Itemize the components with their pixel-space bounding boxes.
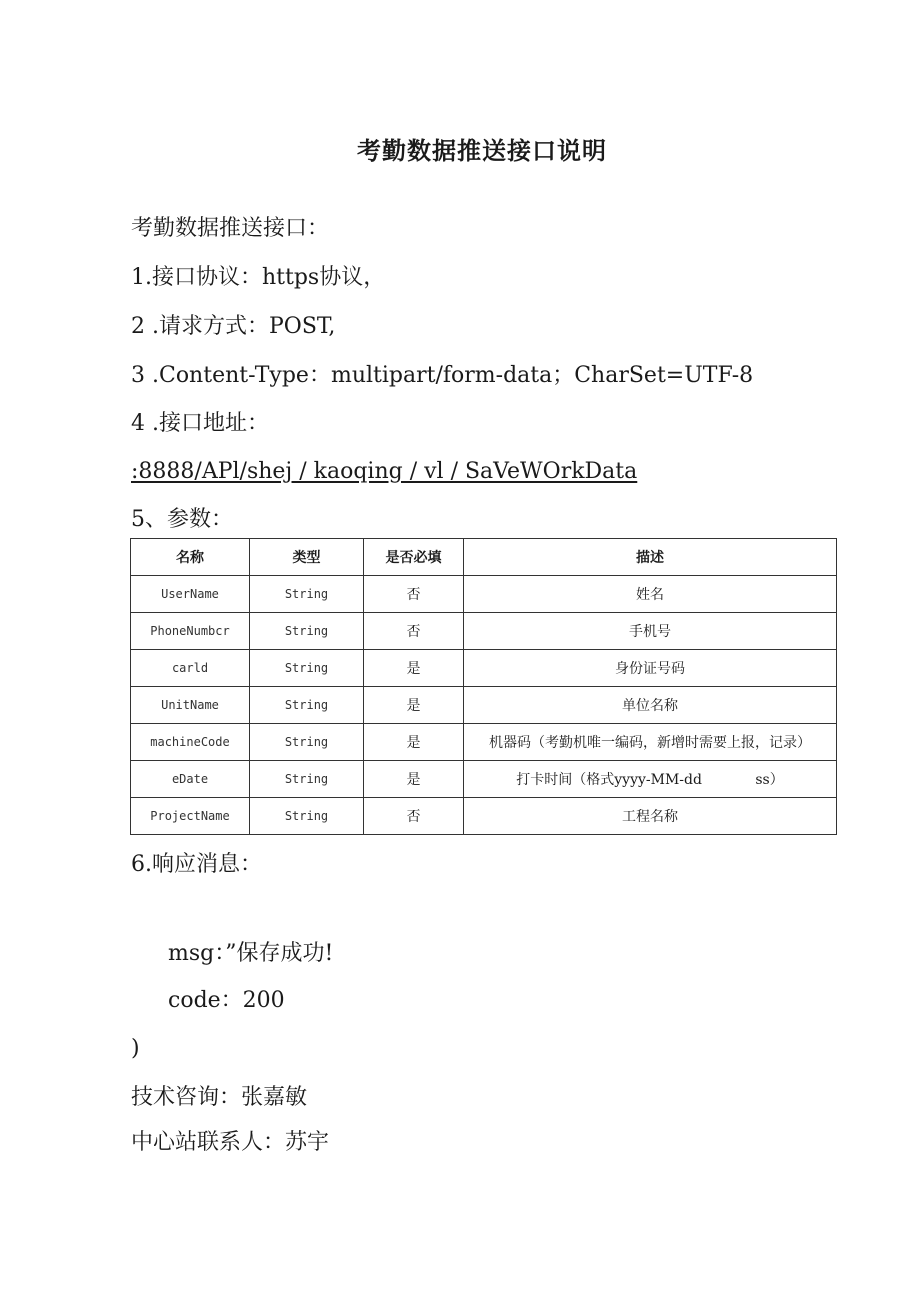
table-row (131, 687, 837, 724)
column-header-name: 名称 (131, 539, 250, 576)
param-required: 是 (364, 687, 464, 724)
column-header-type: 类型 (250, 539, 364, 576)
protocol-line: 1.接口协议：https协议， (131, 265, 386, 290)
table-row (131, 798, 837, 835)
param-required: 是 (364, 650, 464, 687)
technical-consult-line: 技术咨询：张嘉敏 (131, 1085, 308, 1110)
param-name: PhoneNumbcr (131, 613, 250, 650)
table-row (131, 613, 837, 650)
response-msg-line: msg：”保存成功! (168, 941, 334, 966)
param-type: String (250, 687, 364, 724)
param-type: String (250, 724, 364, 761)
contact-person-line: 中心站联系人：苏宇 (131, 1130, 330, 1155)
param-description: 机器码（考勤机唯一编码，新增时需要上报，记录） (464, 724, 837, 761)
param-name: eDate (131, 761, 250, 798)
section-heading: 考勤数据推送接口： (131, 216, 330, 241)
param-required: 否 (364, 576, 464, 613)
table-row (131, 761, 837, 798)
endpoint-url: :8888/APl/shej / kaoqing / vl / SaVeWOrkData (131, 459, 638, 484)
param-name: machineCode (131, 724, 250, 761)
content-type-line: 3 .Content-Type：multipart/form-data；CharSet=UTF-8 (131, 363, 754, 388)
address-label-line: 4 .接口地址： (131, 411, 269, 436)
param-required: 是 (364, 761, 464, 798)
param-type: String (250, 761, 364, 798)
param-name: UserName (131, 576, 250, 613)
response-code-line: code：200 (168, 988, 285, 1013)
closing-paren: ) (131, 1036, 140, 1061)
param-type: String (250, 798, 364, 835)
request-method-line: 2 .请求方式：POST, (131, 314, 336, 339)
param-name: UnitName (131, 687, 250, 724)
params-label-line: 5、参数： (131, 507, 233, 532)
table-row (131, 650, 837, 687)
param-name: carld (131, 650, 250, 687)
document-title: 考勤数据推送接口说明 (357, 137, 607, 165)
param-type: String (250, 613, 364, 650)
column-header-required: 是否必填 (364, 539, 464, 576)
params-table (130, 538, 837, 835)
param-description: 身份证号码 (464, 650, 837, 687)
table-row (131, 576, 837, 613)
param-description: 手机号 (464, 613, 837, 650)
param-name: ProjectName (131, 798, 250, 835)
param-description: 单位名称 (464, 687, 837, 724)
param-required: 是 (364, 724, 464, 761)
response-label-line: 6.响应消息： (131, 852, 262, 877)
param-description: 姓名 (464, 576, 837, 613)
param-description: 工程名称 (464, 798, 837, 835)
table-header-row (131, 539, 837, 576)
param-required: 否 (364, 798, 464, 835)
column-header-description: 描述 (464, 539, 837, 576)
param-description: 打卡时间（格式yyyy-MM-dd ss） (464, 761, 837, 798)
param-required: 否 (364, 613, 464, 650)
param-type: String (250, 650, 364, 687)
param-type: String (250, 576, 364, 613)
table-row (131, 724, 837, 761)
